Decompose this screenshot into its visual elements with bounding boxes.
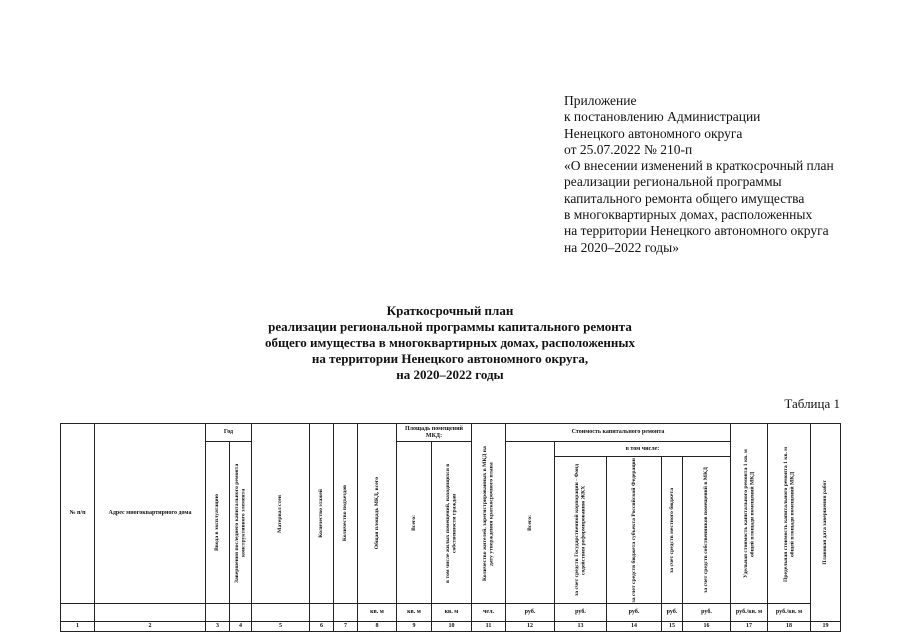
unit-cost-total: руб. bbox=[506, 604, 555, 622]
header-area-residential: в том числе жилых помещений, находящихся в собственности граждан bbox=[432, 442, 472, 604]
header-address: Адрес многоквартирного дома bbox=[95, 424, 206, 604]
title-line: Краткосрочный план bbox=[386, 303, 514, 318]
header-planned-date: Плановая дата завершения работ bbox=[811, 424, 841, 622]
appendix-line: капитального ремонта общего имущества bbox=[564, 190, 805, 206]
column-number: 2 bbox=[95, 622, 206, 632]
header-cost-local: за счет средств местного бюджета bbox=[662, 457, 683, 604]
unit-area-total: кв. м bbox=[397, 604, 432, 622]
column-number: 18 bbox=[768, 622, 811, 632]
header-cost-subject: за счет средств бюджета субъекта Российской Федерации bbox=[607, 457, 662, 604]
appendix-line: на территории Ненецкого автономного округа bbox=[564, 223, 829, 239]
header-cost-fund: за счет средств Государственной корпорации - Фонд содействия реформированию ЖКХ bbox=[555, 457, 607, 604]
unit-residents: чел. bbox=[472, 604, 506, 622]
column-number: 5 bbox=[252, 622, 310, 632]
column-number: 13 bbox=[555, 622, 607, 632]
column-number: 17 bbox=[731, 622, 768, 632]
appendix-line: «О внесении изменений в краткосрочный план bbox=[564, 158, 834, 174]
unit-unit-cost: руб./кв. м bbox=[731, 604, 768, 622]
header-entrances: Количество подъездов bbox=[334, 424, 358, 604]
appendix-line: в многоквартирных домах, расположенных bbox=[564, 207, 813, 223]
unit-cost-owners: руб. bbox=[683, 604, 731, 622]
unit-area-residential: кв. м bbox=[432, 604, 472, 622]
title-line: на территории Ненецкого автономного округа, bbox=[311, 351, 589, 366]
header-max-cost: Предельная стоимость капитального ремонта 1 кв. м общей площади помещений МКД bbox=[768, 424, 811, 604]
appendix-line: реализации региональной программы bbox=[564, 174, 782, 190]
table-label: Таблица 1 bbox=[784, 396, 840, 411]
column-number: 10 bbox=[432, 622, 472, 632]
appendix-line: Ненецкого автономного округа bbox=[564, 125, 743, 141]
header-year-commission: Ввода в эксплуатацию bbox=[206, 442, 230, 604]
unit-cost-subject: руб. bbox=[607, 604, 662, 622]
header-residents: Количество жителей, зарегистрированных в МКД на дату утверждения краткосрочного плана bbox=[472, 424, 506, 604]
appendix-line: на 2020–2022 годы» bbox=[564, 239, 679, 255]
column-number: 15 bbox=[662, 622, 683, 632]
column-number: 9 bbox=[397, 622, 432, 632]
appendix-line: к постановлению Администрации bbox=[564, 109, 761, 125]
header-premises-area: Площадь помещений МКД: bbox=[397, 424, 472, 442]
header-unit-cost: Удельная стоимость капитального ремонта 1 кв. м общей площади помещений МКД bbox=[731, 424, 768, 604]
header-repair-cost: Стоимость капитального ремонта bbox=[506, 424, 731, 442]
title-line: на 2020–2022 годы bbox=[396, 367, 504, 382]
column-number: 12 bbox=[506, 622, 555, 632]
title-line: реализации региональной программы капитального ремонта bbox=[268, 319, 632, 334]
unit-total-area: кв. м bbox=[358, 604, 397, 622]
header-including: в том числе: bbox=[555, 442, 731, 457]
header-cost-total: Всего: bbox=[506, 442, 555, 604]
title-line: общего имущества в многоквартирных домах, расположенных bbox=[264, 335, 636, 350]
column-number: 19 bbox=[811, 622, 841, 632]
header-area-total: Всего: bbox=[397, 442, 432, 604]
document-title bbox=[150, 303, 750, 383]
plan-table bbox=[60, 423, 841, 632]
column-number: 16 bbox=[683, 622, 731, 632]
unit-cost-local: руб. bbox=[662, 604, 683, 622]
header-floors: Количество этажей bbox=[310, 424, 334, 604]
column-number: 14 bbox=[607, 622, 662, 632]
column-number: 7 bbox=[334, 622, 358, 632]
column-number: 8 bbox=[358, 622, 397, 632]
unit-max-cost: руб./кв. м bbox=[768, 604, 811, 622]
header-cost-owners: за счет средств собственников помещений в МКД bbox=[683, 457, 731, 604]
header-num: № п/п bbox=[61, 424, 95, 604]
appendix-line: от 25.07.2022 № 210-п bbox=[564, 141, 693, 157]
column-number: 11 bbox=[472, 622, 506, 632]
appendix-line: Приложение bbox=[564, 93, 637, 108]
header-wall-material: Материал стен bbox=[252, 424, 310, 604]
unit-cost-fund: руб. bbox=[555, 604, 607, 622]
column-number: 6 bbox=[310, 622, 334, 632]
column-number: 3 bbox=[206, 622, 230, 632]
column-number: 1 bbox=[61, 622, 95, 632]
header-year: Год bbox=[206, 424, 252, 442]
appendix-block bbox=[564, 93, 834, 256]
header-year-last-repair: Завершения последнего капитального ремонта конструктивного элемента bbox=[230, 442, 252, 604]
header-total-area: Общая площадь МКД, всего bbox=[358, 424, 397, 604]
column-number: 4 bbox=[230, 622, 252, 632]
